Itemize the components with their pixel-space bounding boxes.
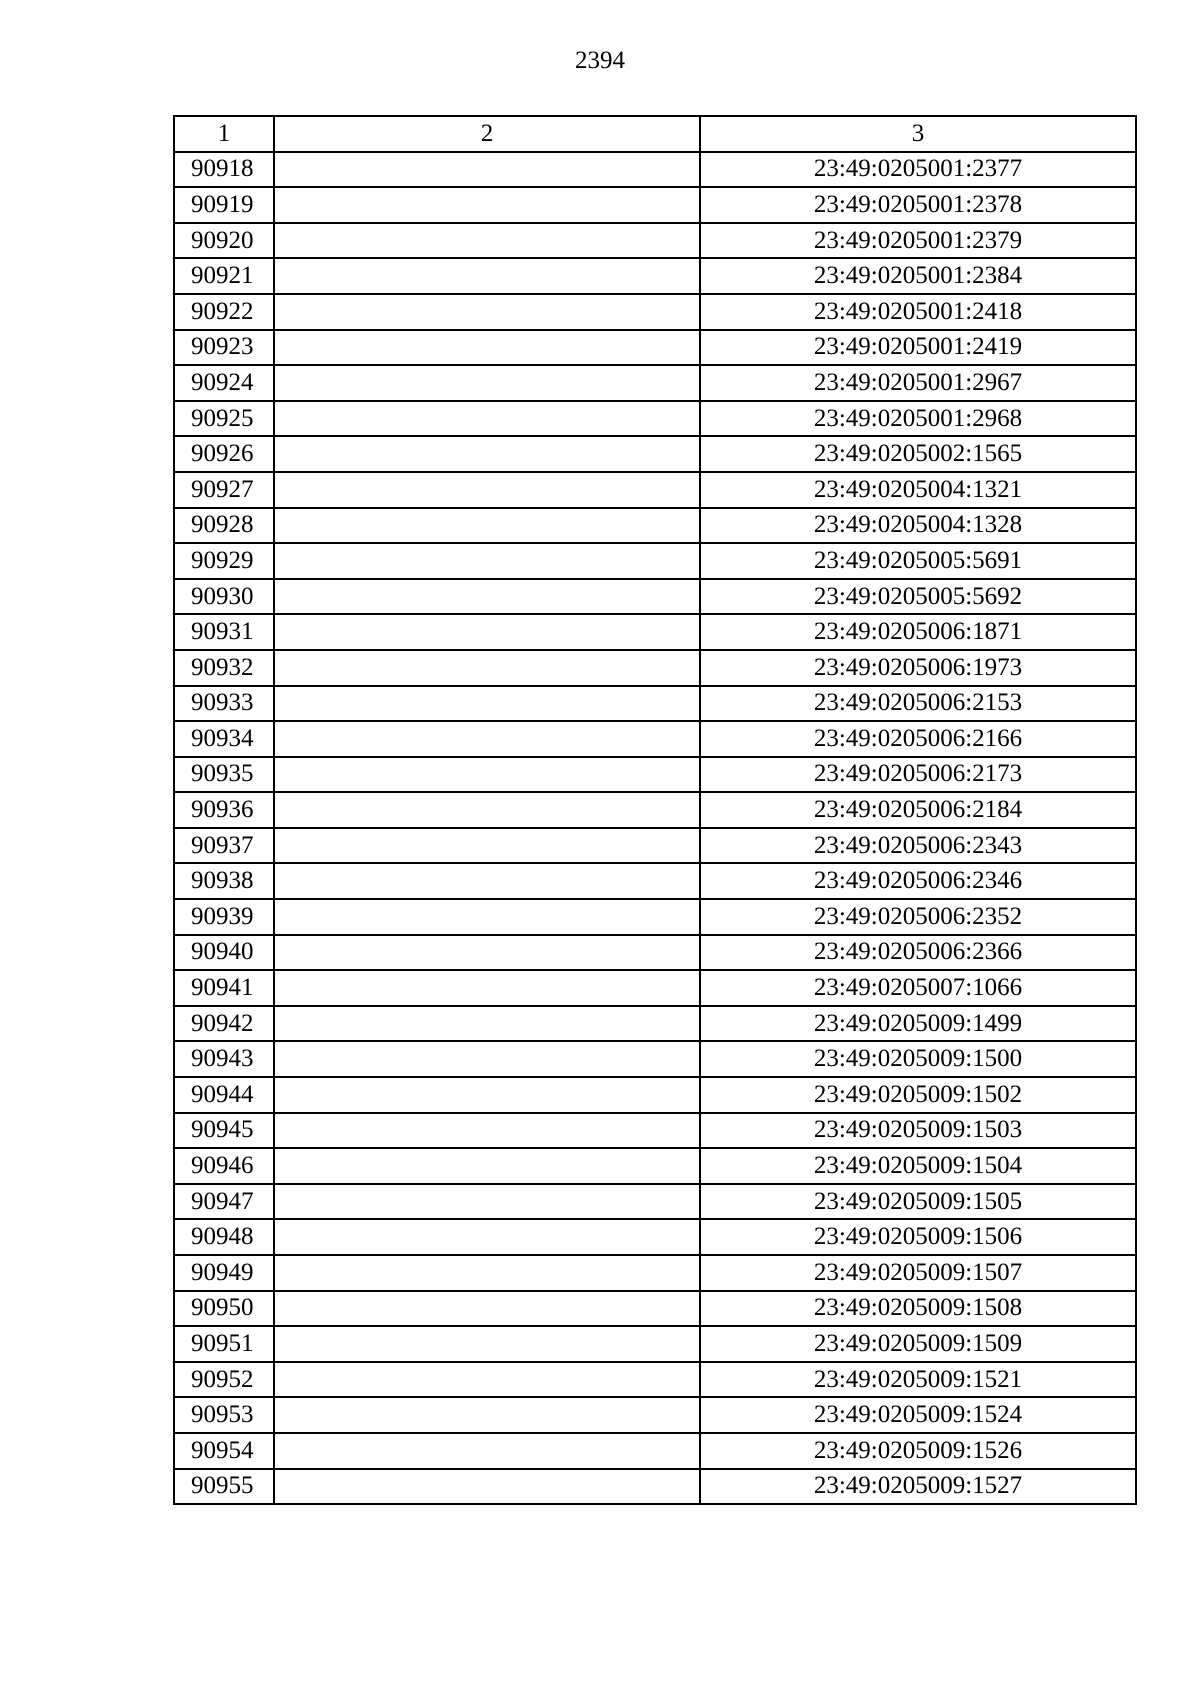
description-cell bbox=[274, 1397, 700, 1433]
table-row bbox=[174, 899, 1136, 935]
table-row bbox=[174, 152, 1136, 188]
table-row bbox=[174, 828, 1136, 864]
row-number-cell: 90934 bbox=[174, 721, 274, 757]
table-row bbox=[174, 1397, 1136, 1433]
column-header-3: 3 bbox=[700, 116, 1136, 152]
cadastral-number-cell: 23:49:0205001:2968 bbox=[700, 401, 1136, 437]
table-header bbox=[174, 116, 1136, 152]
cadastral-number-cell: 23:49:0205006:1871 bbox=[700, 614, 1136, 650]
table-row bbox=[174, 294, 1136, 330]
description-cell bbox=[274, 863, 700, 899]
table-row bbox=[174, 258, 1136, 294]
cadastral-number-cell: 23:49:0205007:1066 bbox=[700, 970, 1136, 1006]
cadastral-number-cell: 23:49:0205006:1973 bbox=[700, 650, 1136, 686]
row-number-cell: 90951 bbox=[174, 1326, 274, 1362]
cadastral-number-cell: 23:49:0205006:2173 bbox=[700, 757, 1136, 793]
row-number-cell: 90921 bbox=[174, 258, 274, 294]
cadastral-number-cell: 23:49:0205001:2419 bbox=[700, 330, 1136, 366]
table-row bbox=[174, 1255, 1136, 1291]
cadastral-number-cell: 23:49:0205009:1506 bbox=[700, 1219, 1136, 1255]
table-row bbox=[174, 365, 1136, 401]
description-cell bbox=[274, 152, 700, 188]
table-row bbox=[174, 543, 1136, 579]
row-number-cell: 90939 bbox=[174, 899, 274, 935]
table-header-row bbox=[174, 116, 1136, 152]
cadastral-number-cell: 23:49:0205001:2384 bbox=[700, 258, 1136, 294]
description-cell bbox=[274, 258, 700, 294]
cadastral-number-cell: 23:49:0205002:1565 bbox=[700, 436, 1136, 472]
cadastral-number-cell: 23:49:0205004:1328 bbox=[700, 508, 1136, 544]
description-cell bbox=[274, 686, 700, 722]
cadastral-number-cell: 23:49:0205009:1503 bbox=[700, 1113, 1136, 1149]
description-cell bbox=[274, 1326, 700, 1362]
table-row bbox=[174, 1326, 1136, 1362]
table-body bbox=[174, 152, 1136, 1505]
cadastral-number-cell: 23:49:0205006:2366 bbox=[700, 935, 1136, 971]
row-number-cell: 90948 bbox=[174, 1219, 274, 1255]
cadastral-number-cell: 23:49:0205006:2184 bbox=[700, 792, 1136, 828]
table-row bbox=[174, 686, 1136, 722]
cadastral-number-cell: 23:49:0205001:2377 bbox=[700, 152, 1136, 188]
row-number-cell: 90950 bbox=[174, 1291, 274, 1327]
row-number-cell: 90932 bbox=[174, 650, 274, 686]
cadastral-number-cell: 23:49:0205009:1521 bbox=[700, 1362, 1136, 1398]
description-cell bbox=[274, 365, 700, 401]
description-cell bbox=[274, 1006, 700, 1042]
row-number-cell: 90924 bbox=[174, 365, 274, 401]
cadastral-number-cell: 23:49:0205001:2378 bbox=[700, 187, 1136, 223]
cadastral-number-cell: 23:49:0205009:1504 bbox=[700, 1148, 1136, 1184]
row-number-cell: 90927 bbox=[174, 472, 274, 508]
description-cell bbox=[274, 899, 700, 935]
description-cell bbox=[274, 579, 700, 615]
row-number-cell: 90938 bbox=[174, 863, 274, 899]
table-row bbox=[174, 1113, 1136, 1149]
row-number-cell: 90943 bbox=[174, 1041, 274, 1077]
description-cell bbox=[274, 330, 700, 366]
description-cell bbox=[274, 1219, 700, 1255]
table-row bbox=[174, 1219, 1136, 1255]
cadastral-number-cell: 23:49:0205009:1526 bbox=[700, 1433, 1136, 1469]
description-cell bbox=[274, 294, 700, 330]
row-number-cell: 90933 bbox=[174, 686, 274, 722]
cadastral-number-cell: 23:49:0205006:2346 bbox=[700, 863, 1136, 899]
row-number-cell: 90926 bbox=[174, 436, 274, 472]
description-cell bbox=[274, 1148, 700, 1184]
row-number-cell: 90930 bbox=[174, 579, 274, 615]
row-number-cell: 90929 bbox=[174, 543, 274, 579]
description-cell bbox=[274, 1041, 700, 1077]
table-row bbox=[174, 970, 1136, 1006]
cadastral-number-cell: 23:49:0205006:2352 bbox=[700, 899, 1136, 935]
row-number-cell: 90936 bbox=[174, 792, 274, 828]
description-cell bbox=[274, 935, 700, 971]
row-number-cell: 90922 bbox=[174, 294, 274, 330]
cadastral-number-cell: 23:49:0205005:5691 bbox=[700, 543, 1136, 579]
cadastral-number-cell: 23:49:0205009:1499 bbox=[700, 1006, 1136, 1042]
page-number: 2394 bbox=[575, 47, 625, 74]
description-cell bbox=[274, 1113, 700, 1149]
description-cell bbox=[274, 828, 700, 864]
description-cell bbox=[274, 508, 700, 544]
table-row bbox=[174, 863, 1136, 899]
table-row bbox=[174, 187, 1136, 223]
table-row bbox=[174, 508, 1136, 544]
row-number-cell: 90918 bbox=[174, 152, 274, 188]
table-row bbox=[174, 1469, 1136, 1505]
table-row bbox=[174, 1362, 1136, 1398]
table-row bbox=[174, 792, 1136, 828]
row-number-cell: 90935 bbox=[174, 757, 274, 793]
table-row bbox=[174, 650, 1136, 686]
cadastral-number-cell: 23:49:0205001:2967 bbox=[700, 365, 1136, 401]
description-cell bbox=[274, 1433, 700, 1469]
row-number-cell: 90947 bbox=[174, 1184, 274, 1220]
description-cell bbox=[274, 757, 700, 793]
table-row bbox=[174, 935, 1136, 971]
row-number-cell: 90940 bbox=[174, 935, 274, 971]
cadastral-number-cell: 23:49:0205009:1507 bbox=[700, 1255, 1136, 1291]
row-number-cell: 90949 bbox=[174, 1255, 274, 1291]
description-cell bbox=[274, 187, 700, 223]
table-row bbox=[174, 223, 1136, 259]
table-row bbox=[174, 1041, 1136, 1077]
cadastral-number-cell: 23:49:0205006:2343 bbox=[700, 828, 1136, 864]
row-number-cell: 90920 bbox=[174, 223, 274, 259]
row-number-cell: 90953 bbox=[174, 1397, 274, 1433]
cadastral-number-cell: 23:49:0205001:2379 bbox=[700, 223, 1136, 259]
table-row bbox=[174, 1291, 1136, 1327]
registry-table bbox=[173, 115, 1137, 1505]
table-row bbox=[174, 472, 1136, 508]
description-cell bbox=[274, 472, 700, 508]
table-row bbox=[174, 330, 1136, 366]
cadastral-number-cell: 23:49:0205006:2153 bbox=[700, 686, 1136, 722]
table-row bbox=[174, 1433, 1136, 1469]
row-number-cell: 90928 bbox=[174, 508, 274, 544]
row-number-cell: 90944 bbox=[174, 1077, 274, 1113]
cadastral-number-cell: 23:49:0205006:2166 bbox=[700, 721, 1136, 757]
row-number-cell: 90954 bbox=[174, 1433, 274, 1469]
table-row bbox=[174, 1077, 1136, 1113]
description-cell bbox=[274, 1077, 700, 1113]
cadastral-number-cell: 23:49:0205005:5692 bbox=[700, 579, 1136, 615]
cadastral-number-cell: 23:49:0205001:2418 bbox=[700, 294, 1136, 330]
table-row bbox=[174, 1006, 1136, 1042]
row-number-cell: 90942 bbox=[174, 1006, 274, 1042]
description-cell bbox=[274, 1184, 700, 1220]
table-row bbox=[174, 1184, 1136, 1220]
column-header-1: 1 bbox=[174, 116, 274, 152]
row-number-cell: 90955 bbox=[174, 1469, 274, 1505]
cadastral-number-cell: 23:49:0205009:1502 bbox=[700, 1077, 1136, 1113]
row-number-cell: 90931 bbox=[174, 614, 274, 650]
cadastral-number-cell: 23:49:0205009:1505 bbox=[700, 1184, 1136, 1220]
row-number-cell: 90946 bbox=[174, 1148, 274, 1184]
table-row bbox=[174, 721, 1136, 757]
description-cell bbox=[274, 1469, 700, 1505]
description-cell bbox=[274, 650, 700, 686]
cadastral-number-cell: 23:49:0205009:1500 bbox=[700, 1041, 1136, 1077]
description-cell bbox=[274, 543, 700, 579]
table-row bbox=[174, 614, 1136, 650]
row-number-cell: 90945 bbox=[174, 1113, 274, 1149]
table-row bbox=[174, 401, 1136, 437]
row-number-cell: 90952 bbox=[174, 1362, 274, 1398]
column-header-2: 2 bbox=[274, 116, 700, 152]
description-cell bbox=[274, 401, 700, 437]
row-number-cell: 90925 bbox=[174, 401, 274, 437]
table-row bbox=[174, 436, 1136, 472]
cadastral-number-cell: 23:49:0205009:1508 bbox=[700, 1291, 1136, 1327]
table-row bbox=[174, 579, 1136, 615]
description-cell bbox=[274, 1291, 700, 1327]
table-row bbox=[174, 1148, 1136, 1184]
row-number-cell: 90923 bbox=[174, 330, 274, 366]
description-cell bbox=[274, 1362, 700, 1398]
description-cell bbox=[274, 970, 700, 1006]
description-cell bbox=[274, 436, 700, 472]
description-cell bbox=[274, 792, 700, 828]
cadastral-number-cell: 23:49:0205009:1524 bbox=[700, 1397, 1136, 1433]
description-cell bbox=[274, 614, 700, 650]
row-number-cell: 90919 bbox=[174, 187, 274, 223]
cadastral-number-cell: 23:49:0205009:1509 bbox=[700, 1326, 1136, 1362]
table-row bbox=[174, 757, 1136, 793]
cadastral-number-cell: 23:49:0205009:1527 bbox=[700, 1469, 1136, 1505]
description-cell bbox=[274, 223, 700, 259]
cadastral-number-cell: 23:49:0205004:1321 bbox=[700, 472, 1136, 508]
row-number-cell: 90937 bbox=[174, 828, 274, 864]
row-number-cell: 90941 bbox=[174, 970, 274, 1006]
description-cell bbox=[274, 1255, 700, 1291]
description-cell bbox=[274, 721, 700, 757]
